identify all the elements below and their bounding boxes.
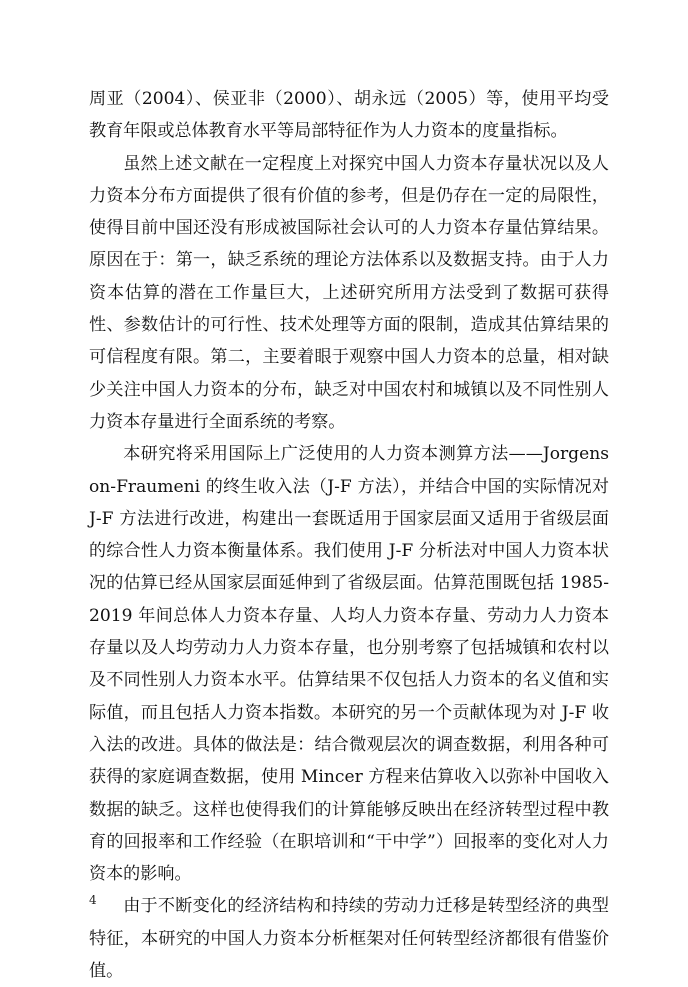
paragraph-conclusion: 由于不断变化的经济结构和持续的劳动力迁移是转型经济的典型特征，本研究的中国人力资本分析框架对任何转型经济都很有借鉴价值。 [89, 896, 609, 982]
paragraph-limitations: 虽然上述文献在一定程度上对探究中国人力资本存量状况以及人力资本分布方面提供了很有价值的参考，但是仍存在一定的局限性，使得目前中国还没有形成被国际社会认可的人力资本存量估算结果。原因在于：第一，缺乏系统的理论方法体系以及数据支持。由于人力资本估算的潜在工作量巨大，上述研究所用方法受到了数据可获得性、参数估计的可行性、技术处理等方面的限制，造成其估算结果的可信程度有限。第二，主要着眼于观察中国人力资本的总量，相对缺少关注中国人力资本的分布，缺乏对中国农村和城镇以及不同性别人力资本存量进行全面系统的考察。 [89, 153, 609, 432]
body-text [89, 83, 609, 987]
paragraph-continuation: 周亚（2004）、侯亚非（2000）、胡永远（2005）等，使用平均受教育年限或总体教育水平等局部特征作为人力资本的度量指标。 [89, 89, 609, 142]
page-number: 4 [89, 893, 97, 907]
paragraph-methodology: 本研究将采用国际上广泛使用的人力资本测算方法——Jorgenson-Fraumeni 的终生收入法（J-F 方法），并结合中国的实际情况对 J-F 方法进行改进，构建出一套既适用于国家层面又适用于省级层面的综合性人力资本衡量体系。我们使用 J-F 分析法对中国人力资本状况的估算已经从国家层面延伸到了省级层面。估算范围既包括 1985-2019 年间总体人力资本存量、人均人力资本存量、劳动力人力资本存量以及人均劳动力人力资本存量，也分别考察了包括城镇和农村以及不同性别人力资本水平。估算结果不仅包括人力资本的名义值和实际值，而且包括人力资本指数。本研究的另一个贡献体现为对 J-F 收入法的改进。具体的做法是：结合微观层次的调查数据，利用各种可获得的家庭调查数据，使用 Mincer 方程来估算收入以弥补中国收入数据的缺乏。这样也使得我们的计算能够反映出在经济转型过程中教育的回报率和工作经验（在职培训和“干中学”）回报率的变化对人力资本的影响。 [89, 444, 609, 885]
